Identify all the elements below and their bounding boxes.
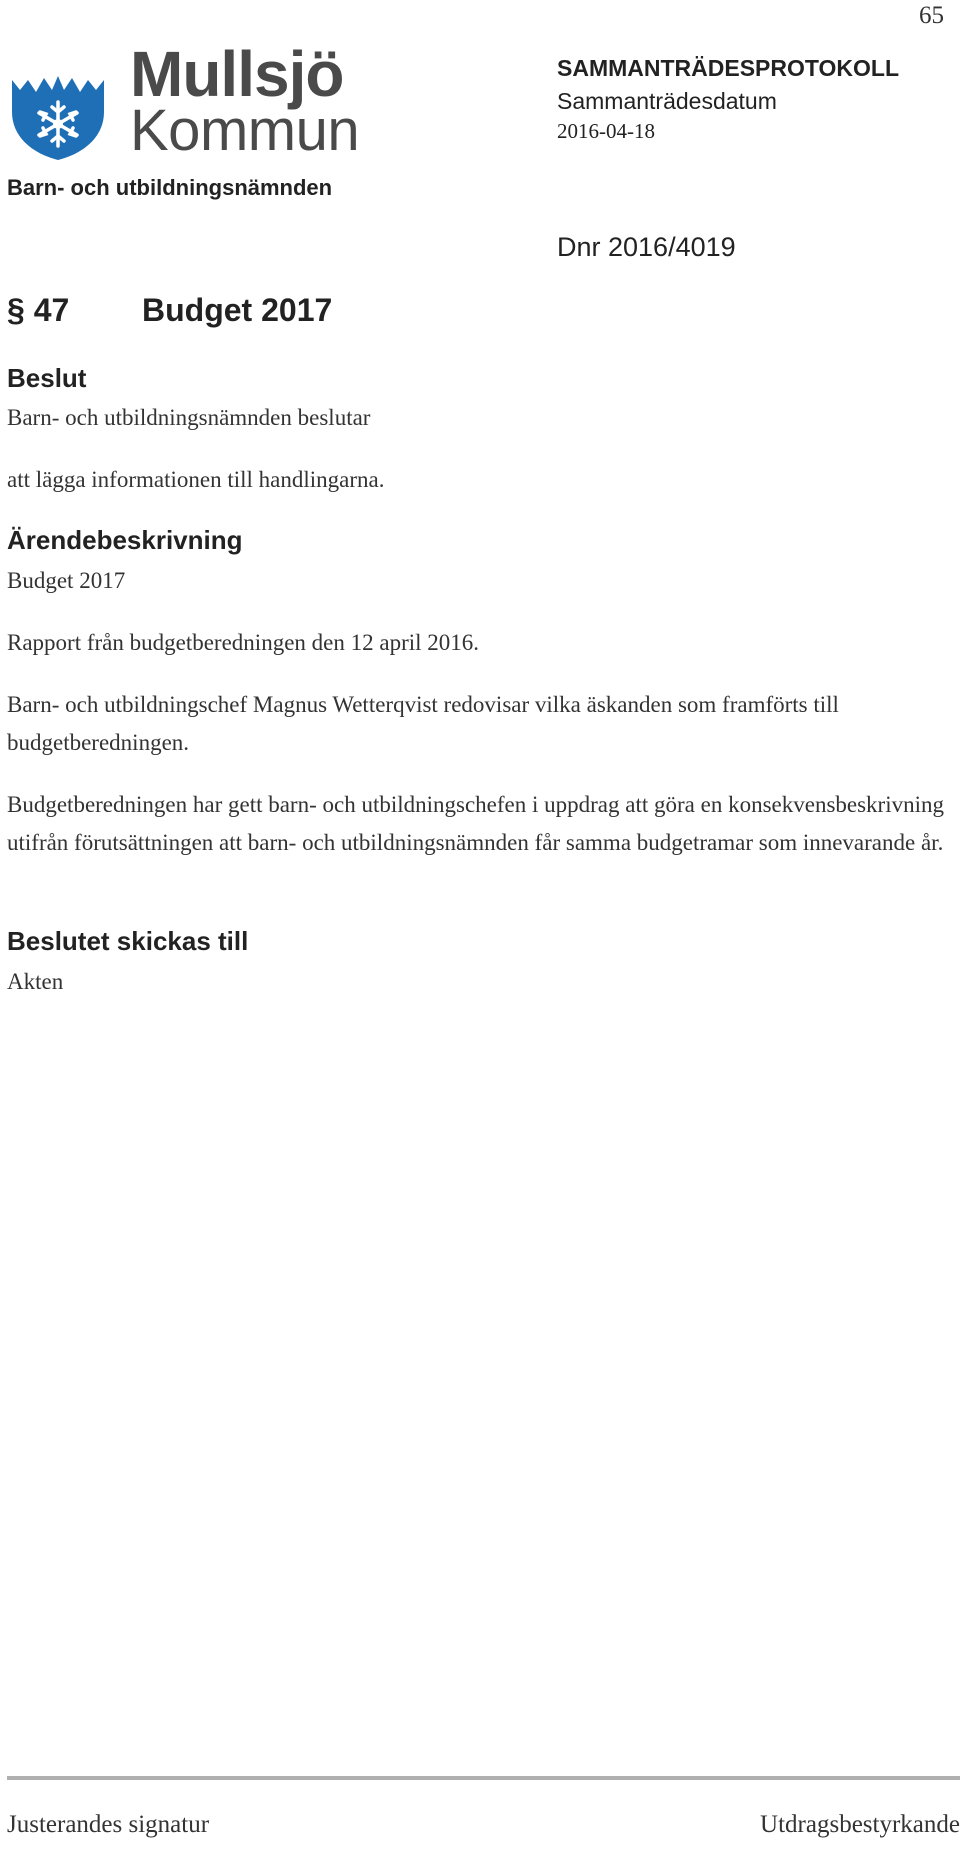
meeting-date-label: Sammanträdesdatum: [557, 88, 777, 114]
section-title: Budget 2017: [142, 292, 333, 328]
case-paragraph: Rapport från budgetberedningen den 12 april 2016.: [7, 630, 480, 655]
diary-number: Dnr 2016/4019: [557, 232, 736, 262]
page-number: 65: [919, 2, 944, 29]
snowflake-shield-icon: [10, 50, 106, 162]
signature-label: Justerandes signatur: [7, 1811, 210, 1838]
decision-heading: Beslut: [7, 363, 87, 393]
decision-intro: Barn- och utbildningsnämnden beslutar: [7, 405, 371, 430]
footer-divider: [7, 1776, 960, 1780]
section-number: § 47: [7, 292, 70, 328]
case-paragraph: Budgetberedningen har gett barn- och utbildningschefen i uppdrag att göra en konsekvensbeskrivning utifrån förutsättningen att barn- och utbildningsnämnden får samma budgetramar som innevarande år.: [7, 792, 944, 855]
section-heading: [7, 292, 332, 329]
protocol-title: SAMMANTRÄDESPROTOKOLL: [557, 55, 900, 81]
logo-word-mullsjo: Mullsjö: [130, 38, 344, 110]
logo-word-kommun: Kommun: [130, 98, 360, 163]
committee-name: Barn- och utbildningsnämnden: [7, 175, 333, 200]
case-paragraph: Budget 2017: [7, 568, 126, 593]
case-paragraph: Barn- och utbildningschef Magnus Wetterqvist redovisar vilka äskanden som framförts till budgetberedningen.: [7, 692, 839, 755]
send-to-value: Akten: [7, 969, 64, 994]
send-to-heading: Beslutet skickas till: [7, 926, 249, 956]
certification-label: Utdragsbestyrkande: [760, 1811, 960, 1838]
case-description-heading: Ärendebeskrivning: [7, 525, 243, 555]
municipality-logo: [10, 38, 360, 163]
meeting-date-value: 2016-04-18: [557, 119, 655, 143]
decision-text: att lägga informationen till handlingarna.: [7, 467, 385, 492]
